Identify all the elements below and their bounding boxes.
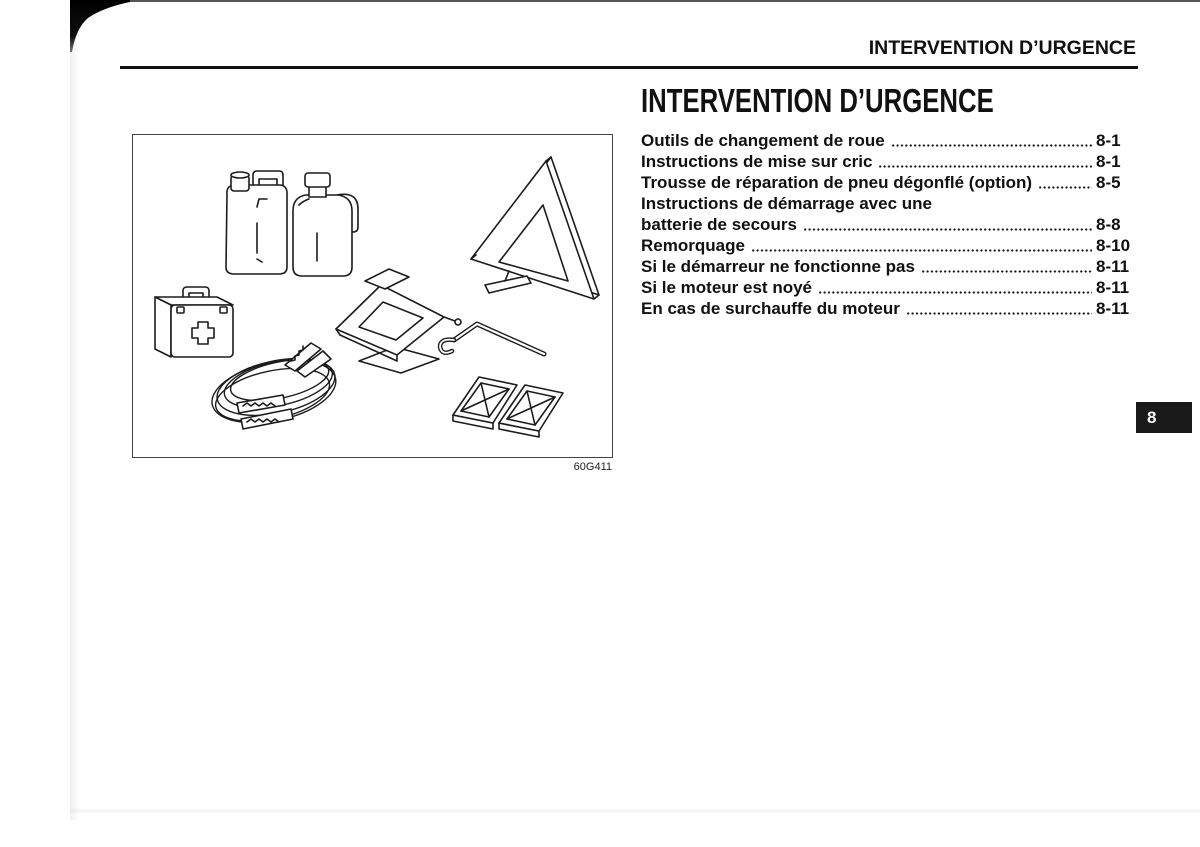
page-bottom-shadow: [70, 808, 1200, 814]
toc-leader-dots: [803, 228, 1092, 231]
toc-entry-label: Instructions de mise sur cric: [641, 152, 873, 171]
toc-entry: [641, 298, 1136, 319]
toc-entry-label: Si le démarreur ne fonctionne pas: [641, 257, 915, 276]
toc-leader-dots: [1038, 186, 1092, 189]
coolant-jug-icon: [293, 173, 358, 276]
toc-entry-label: batterie de secours: [641, 215, 797, 234]
toc-entry-label: Si le moteur est noyé: [641, 278, 812, 297]
toc-leader-dots: [751, 249, 1092, 252]
toc-entry-page: 8-11: [1096, 299, 1130, 318]
jack-handle-icon: [440, 324, 544, 354]
emergency-kit-illustration: [133, 135, 612, 457]
toc-entry-page: 8-1: [1096, 152, 1121, 171]
running-header-title: INTERVENTION D’URGENCE: [868, 37, 1136, 59]
toc-entry-continuation: [641, 214, 1136, 235]
toc-entry-page: 8-10: [1096, 236, 1131, 255]
toc-entry: [641, 256, 1136, 277]
section-title: INTERVENTION D’URGENCE: [641, 82, 994, 119]
toc-entry-label: Trousse de réparation de pneu dégonflé (option): [641, 173, 1033, 192]
toc-entry-page: 8-1: [1096, 131, 1121, 150]
toc-leader-dots: [818, 291, 1092, 294]
table-of-contents: [641, 130, 1136, 319]
toc-entry: [641, 277, 1136, 298]
first-aid-kit-icon: [155, 287, 233, 357]
toc-entry: [641, 172, 1136, 193]
toc-entry: [641, 130, 1136, 151]
toc-entry-label: Remorquage: [641, 236, 745, 255]
chapter-tab: [1136, 402, 1192, 433]
warning-triangle-icon: [471, 157, 599, 299]
toc-entry-label: Outils de changement de roue: [641, 131, 885, 150]
header-rule: [120, 66, 1138, 69]
toc-entry-first-line: [641, 193, 1136, 214]
fuel-can-icon: [226, 171, 287, 274]
toc-leader-dots: [921, 270, 1092, 273]
toc-leader-dots: [906, 312, 1092, 315]
emergency-kit-figure: [132, 134, 613, 458]
toc-entry-page: 8-11: [1096, 278, 1130, 297]
toc-entry: [641, 235, 1136, 256]
scissor-jack-icon: [336, 269, 461, 373]
toc-leader-dots: [878, 165, 1092, 168]
toc-entry-page: 8-8: [1096, 215, 1121, 234]
toc-entry-label: En cas de surchauffe du moteur: [641, 299, 900, 318]
page-binding-shadow: [70, 0, 80, 820]
toc-entry-page: 8-5: [1096, 173, 1121, 192]
figure-code: 60G411: [573, 461, 612, 473]
wheel-chocks-icon: [453, 377, 563, 437]
chapter-number: 8: [1147, 408, 1157, 427]
toc-entry-label: Instructions de démarrage avec une: [641, 194, 932, 213]
toc-entry-page: 8-11: [1096, 257, 1130, 276]
toc-leader-dots: [891, 144, 1092, 147]
toc-entry: [641, 151, 1136, 172]
